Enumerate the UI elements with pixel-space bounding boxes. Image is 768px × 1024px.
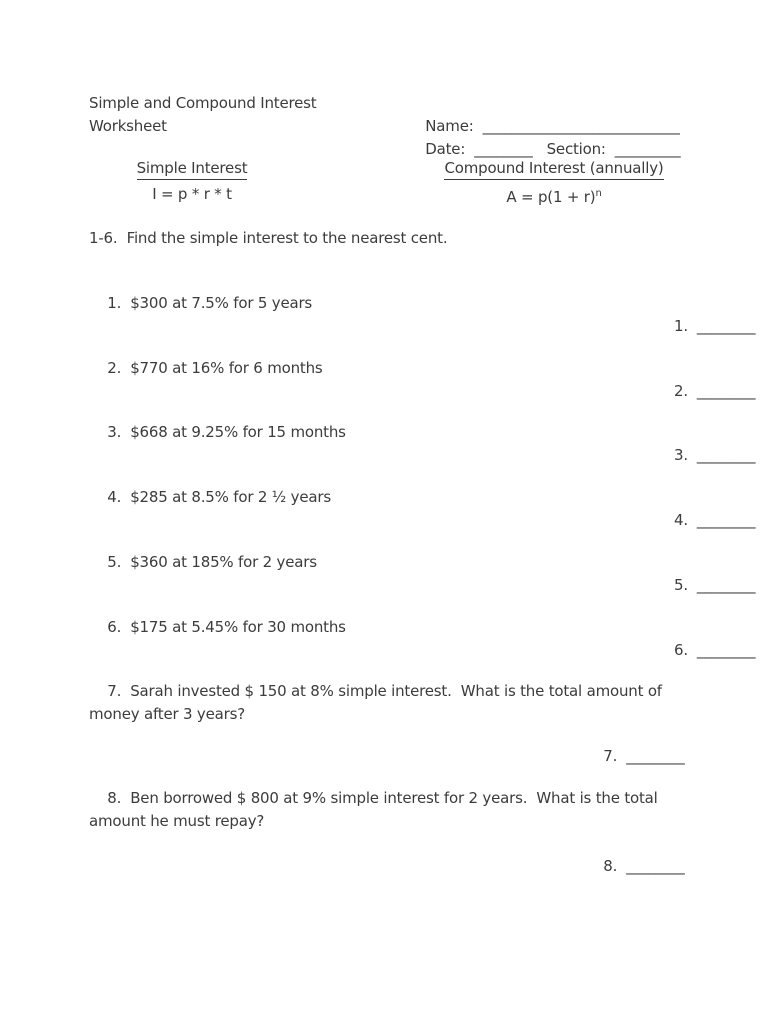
date-blank-line: ________	[474, 140, 533, 158]
section-label: Section:	[546, 140, 606, 158]
answer-number: 7.	[603, 747, 618, 765]
answer-number: 2.	[674, 382, 688, 400]
date-label: Date:	[425, 140, 466, 158]
answer-blank: ________	[696, 446, 756, 464]
answer-number: 8.	[603, 857, 618, 875]
problem-text: Ben borrowed $ 800 at 9% simple interest for 2 years. What is the total amount he must repay?	[89, 789, 663, 830]
instructions: 1-6. Find the simple interest to the nearest cent.	[89, 229, 448, 247]
compound-interest-heading: Compound Interest (annually)	[444, 158, 663, 180]
simple-interest-heading: Simple Interest	[137, 158, 248, 180]
compound-interest-equation	[434, 184, 674, 207]
compound-equation-exponent: n	[595, 188, 602, 199]
answer-number: 4.	[674, 511, 688, 529]
problem-number: 1.	[107, 294, 122, 312]
worksheet-title-line2: Worksheet	[89, 117, 167, 135]
problem-text: $175 at 5.45% for 30 months	[130, 618, 346, 636]
problem-number: 8.	[107, 789, 122, 807]
problem-text: $668 at 9.25% for 15 months	[130, 423, 346, 441]
worksheet-title-line1: Simple and Compound Interest	[89, 94, 317, 112]
answer-blank: ________	[696, 317, 756, 335]
compound-equation-base: A = p(1 + r)	[506, 188, 596, 206]
name-label: Name:	[425, 117, 474, 135]
answer-blank: ________	[626, 857, 685, 875]
answer-blank: ________	[696, 576, 756, 594]
answer-blank: ________	[696, 382, 756, 400]
answer-number: 3.	[674, 446, 688, 464]
problem-number: 6.	[107, 618, 122, 636]
answer-blank: ________	[696, 641, 756, 659]
answer-blank: ________	[626, 747, 685, 765]
problem-text: $360 at 185% for 2 years	[130, 553, 317, 571]
name-blank-line: ___________________________	[482, 117, 680, 135]
worksheet-title	[89, 92, 316, 138]
simple-interest-equation: I = p * r * t	[152, 185, 232, 203]
problem-number: 5.	[107, 553, 122, 571]
answer-number: 1.	[674, 317, 688, 335]
answer-line-8	[585, 832, 685, 901]
problem-text: $285 at 8.5% for 2 ½ years	[130, 488, 331, 506]
answer-number: 5.	[674, 576, 688, 594]
problem-number: 4.	[107, 488, 122, 506]
problem-number: 3.	[107, 423, 122, 441]
problem-text: $300 at 7.5% for 5 years	[130, 294, 313, 312]
answer-number: 6.	[674, 641, 688, 659]
compound-interest-formula-block	[434, 158, 674, 207]
section-blank-line: _________	[614, 140, 681, 158]
problem-text: Sarah invested $ 150 at 8% simple interest. What is the total amount of money after 3 years?	[89, 682, 667, 723]
problem-text: $770 at 16% for 6 months	[130, 359, 323, 377]
answer-blank: ________	[696, 511, 756, 529]
problem-number: 2.	[107, 359, 122, 377]
problem-number: 7.	[107, 682, 122, 700]
simple-interest-formula-block	[117, 158, 267, 204]
